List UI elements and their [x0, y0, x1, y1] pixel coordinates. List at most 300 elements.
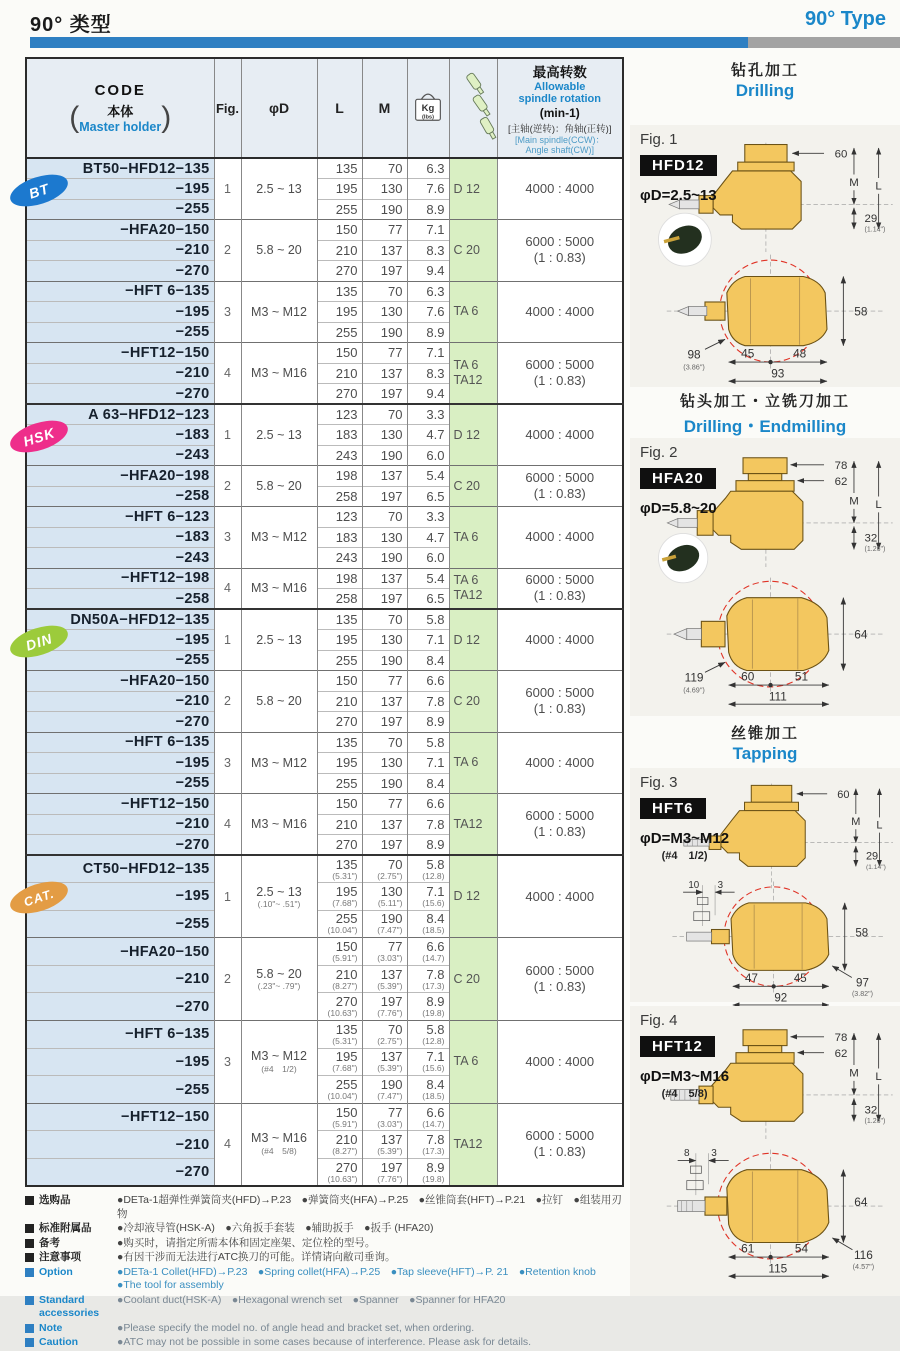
- range-label: [640, 187, 717, 204]
- M-cell: 137: [362, 691, 407, 712]
- svg-text:(1.14"): (1.14"): [865, 863, 886, 871]
- kg-cell: 7.6: [407, 302, 449, 323]
- L-cell: 270 (10.63"): [317, 993, 362, 1021]
- M-cell: 190: [362, 199, 407, 220]
- code-cell: −258: [26, 486, 214, 507]
- range-label: [640, 1068, 729, 1101]
- code-cell: −270: [26, 384, 214, 405]
- spec-table: [25, 57, 624, 1187]
- L-cell: 243: [317, 548, 362, 569]
- inch-sub: (10.04"): [327, 1091, 358, 1102]
- header-bar-accent: [30, 37, 748, 48]
- note-label-text: Note: [39, 1321, 63, 1334]
- M-cell: 70: [362, 732, 407, 753]
- code-cell: −270: [26, 261, 214, 282]
- M-cell: 190: [362, 650, 407, 671]
- code-cell: −255: [26, 199, 214, 220]
- note-row: [25, 1266, 625, 1293]
- inch-sub: (15.6): [422, 1063, 445, 1074]
- range-text: φD=5.8~20: [640, 500, 717, 517]
- collet-line: TA12: [453, 816, 483, 831]
- svg-text:(lbs): (lbs): [421, 113, 435, 120]
- collet-cell: [449, 671, 497, 733]
- L-cell: 150: [317, 671, 362, 692]
- kg-cell: 3.3: [407, 507, 449, 528]
- code-cell: −210: [26, 363, 214, 384]
- kg-cell: 5.8: [407, 732, 449, 753]
- model-badge: HFT6: [640, 798, 706, 819]
- M-cell: 197: [362, 261, 407, 282]
- collet-line: C 20: [453, 242, 480, 257]
- code-cell: −183: [26, 425, 214, 446]
- collet-cell: [449, 507, 497, 569]
- kg-cell: 8.9: [407, 199, 449, 220]
- rot-en2: spindle rotation: [518, 93, 601, 105]
- rotation-line: 6000 : 5000: [525, 234, 595, 250]
- L-cell: 255: [317, 773, 362, 794]
- svg-text:51: 51: [794, 669, 809, 684]
- table-row: [26, 404, 623, 425]
- fig-cell: 4: [214, 1103, 241, 1186]
- fig-cell: 2: [214, 671, 241, 733]
- M-cell: 70: [362, 609, 407, 630]
- L-cell: 255 (10.04"): [317, 910, 362, 938]
- L-cell: 195 (7.68"): [317, 883, 362, 911]
- inch-sub: (7.47"): [377, 1091, 403, 1102]
- L-cell: 210: [317, 240, 362, 261]
- svg-text:L: L: [875, 1070, 882, 1083]
- L-cell: 135: [317, 158, 362, 179]
- L-cell: 270: [317, 384, 362, 405]
- svg-text:L: L: [875, 498, 882, 511]
- note-text: ●Coolant duct(HSK-A) ●Hexagonal wrench set ●Spanner ●Spanner for HFA20: [117, 1293, 506, 1306]
- figure-label: Fig. 1: [640, 131, 678, 148]
- rotation-line: 6000 : 5000: [525, 470, 595, 485]
- fig-cell: 3: [214, 281, 241, 343]
- kg-cell: 9.4: [407, 261, 449, 282]
- code-cell: −HFT 6−135: [26, 732, 214, 753]
- code-cell: DN50A−HFD12−135: [26, 609, 214, 630]
- svg-text:48: 48: [793, 346, 807, 361]
- note-row: [25, 1322, 625, 1336]
- rotation-cell: [497, 855, 623, 938]
- kg-cell: 8.3: [407, 240, 449, 261]
- code-title: CODE: [94, 82, 146, 99]
- code-cell: −195: [26, 883, 214, 911]
- M-cell: 197: [362, 712, 407, 733]
- rotation-line: 4000 : 4000: [525, 754, 595, 770]
- M-cell: 137: [362, 814, 407, 835]
- range-text: φD=M3~M12: [640, 830, 730, 847]
- M-cell: 197: [362, 589, 407, 610]
- rot-note-en2: Angle shaft(CW)]: [525, 145, 595, 155]
- collet-icons: [453, 68, 493, 144]
- note-label-text: 注意事项: [39, 1251, 81, 1263]
- svg-text:92: 92: [774, 992, 788, 1005]
- code-header: [28, 82, 213, 134]
- table-row: [26, 281, 623, 302]
- phiD-sub: (.10"~ .51"): [257, 898, 301, 909]
- fig-cell: 3: [214, 732, 241, 794]
- phiD-cell: 5.8 ~ 20: [241, 220, 317, 282]
- svg-text:97: 97: [856, 977, 869, 990]
- fig-cell: 2: [214, 466, 241, 507]
- code-cell: −HFT12−198: [26, 568, 214, 589]
- M-cell: 197: [362, 384, 407, 405]
- inch-sub: (19.8): [422, 1173, 445, 1184]
- collet-line: C 20: [453, 971, 480, 986]
- fig-cell: 1: [214, 609, 241, 671]
- phiD-sub: (#4 1/2): [261, 1063, 297, 1074]
- L-cell: 195: [317, 753, 362, 774]
- svg-text:98: 98: [687, 347, 701, 362]
- table-row: [26, 855, 623, 883]
- table-body: [26, 158, 623, 1186]
- fig-cell: 4: [214, 794, 241, 856]
- note-row: [25, 1336, 625, 1350]
- title-drilling-en: Drilling: [735, 81, 795, 100]
- svg-text:(1.26"): (1.26"): [864, 546, 886, 554]
- figure-section-title: [630, 390, 900, 437]
- rotation-cell: [497, 1103, 623, 1186]
- kg-cell: 6.5: [407, 589, 449, 610]
- kg-cell: 7.1 (15.6): [407, 883, 449, 911]
- inch-sub: (10.63"): [327, 1008, 358, 1019]
- inch-sub: (3.03"): [377, 953, 403, 964]
- phiD-cell: M3 ~ M12: [241, 507, 317, 569]
- code-cell: −243: [26, 548, 214, 569]
- kg-cell: 7.8 (17.3): [407, 965, 449, 993]
- collet-line: D 12: [453, 181, 480, 196]
- svg-text:M: M: [849, 176, 859, 189]
- inch-sub: (7.68"): [332, 1063, 358, 1074]
- phiD-cell: M3 ~ M12: [241, 281, 317, 343]
- code-cell: −210: [26, 691, 214, 712]
- code-en: Master holder: [79, 120, 162, 134]
- collet-line: TA 6: [453, 1054, 479, 1069]
- phiD-cell: M3 ~ M16: [241, 568, 317, 609]
- rot-unit: (min-1): [539, 106, 580, 120]
- inch-sub: (5.91"): [332, 953, 358, 964]
- rotation-cell: [497, 568, 623, 609]
- L-cell: 195 (7.68"): [317, 1048, 362, 1076]
- inch-sub: (8.27"): [332, 1146, 358, 1157]
- title-tapping-zh: 丝锥加工: [730, 725, 799, 742]
- header-L: L: [317, 58, 362, 158]
- note-label: [25, 1294, 117, 1321]
- title-tapping-en: Tapping: [732, 744, 798, 763]
- code-cell: −243: [26, 445, 214, 466]
- fig-cell: 2: [214, 220, 241, 282]
- code-cell: −HFA20−150: [26, 671, 214, 692]
- L-cell: 210 (8.27"): [317, 965, 362, 993]
- kg-cell: 6.5: [407, 486, 449, 507]
- header-row: [26, 58, 623, 158]
- code-cell: −HFA20−198: [26, 466, 214, 487]
- kg-cell: 6.6: [407, 794, 449, 815]
- header-collets: [449, 58, 497, 158]
- collet-line: TA 6: [453, 529, 479, 544]
- svg-text:111: 111: [768, 689, 787, 704]
- range-label: [640, 830, 729, 863]
- title-endmilling-zh: 钻头加工・立铣刀加工: [679, 393, 850, 410]
- M-cell: 130: [362, 527, 407, 548]
- kg-cell: 5.8 (12.8): [407, 1021, 449, 1049]
- note-label-text: 标准附属品: [39, 1222, 92, 1234]
- rotation-cell: [497, 938, 623, 1021]
- paren-open: (: [69, 100, 80, 134]
- kg-cell: 6.3: [407, 281, 449, 302]
- figure-card-3: [630, 768, 900, 1005]
- kg-cell: 7.8: [407, 814, 449, 835]
- inch-sub: (5.39"): [377, 1146, 403, 1157]
- kg-cell: 4.7: [407, 527, 449, 548]
- collet-line: TA12: [453, 373, 483, 387]
- svg-text:3: 3: [717, 879, 724, 891]
- rot-note-en1: [Main spindle(CCW)：: [514, 135, 605, 145]
- code-cell: −270: [26, 712, 214, 733]
- collet-cell: [449, 1103, 497, 1186]
- code-cell: −HFT12−150: [26, 1103, 214, 1131]
- phiD-cell: M3 ~ M16: [241, 343, 317, 405]
- rotation-line: (1 : 0.83): [533, 701, 586, 717]
- inch-sub: (19.8): [422, 1008, 445, 1019]
- svg-text:78: 78: [834, 460, 848, 473]
- kg-cell: 7.8 (17.3): [407, 1131, 449, 1159]
- svg-text:78: 78: [834, 1032, 848, 1045]
- figure-label: Fig. 2: [640, 444, 678, 461]
- collet-line: TA 6: [453, 755, 479, 770]
- collet-cell: [449, 1021, 497, 1104]
- L-cell: 135 (5.31"): [317, 1021, 362, 1049]
- table-row: [26, 671, 623, 692]
- note-marker-square: [25, 1239, 34, 1248]
- code-sub: [79, 101, 161, 134]
- series-badge-hsk: HSK: [6, 414, 71, 458]
- rotation-line: 4000 : 4000: [525, 529, 595, 545]
- note-row: [25, 1251, 625, 1265]
- svg-text:M: M: [849, 1067, 859, 1080]
- rotation-line: 6000 : 5000: [525, 1128, 595, 1144]
- table-row: [26, 732, 623, 753]
- kg-cell: 8.9: [407, 712, 449, 733]
- note-marker-square: [25, 1268, 34, 1277]
- inch-sub: (5.91"): [332, 1118, 358, 1129]
- inch-sub: (18.5): [422, 1091, 445, 1102]
- fig-cell: 3: [214, 1021, 241, 1104]
- rot-en1: Allowable: [534, 81, 586, 93]
- svg-text:45: 45: [793, 972, 807, 985]
- note-marker-square: [25, 1196, 34, 1205]
- svg-text:M: M: [849, 495, 859, 508]
- svg-text:61: 61: [741, 1241, 755, 1256]
- note-label: [25, 1266, 117, 1293]
- inch-sub: (5.31"): [332, 870, 358, 881]
- L-cell: 183: [317, 425, 362, 446]
- note-text: ●冷却液导管(HSK-A) ●六角扳手套装 ●辅助扳手 ●扳手 (HFA20): [117, 1222, 434, 1234]
- note-row: [25, 1294, 625, 1321]
- inch-sub: (7.76"): [377, 1008, 403, 1019]
- M-cell: 190 (7.47"): [362, 1076, 407, 1104]
- svg-text:(3.86"): (3.86"): [683, 362, 705, 372]
- rotation-header: [499, 61, 622, 155]
- collet-line: TA12: [453, 588, 483, 603]
- page-title-en: 90° Type: [805, 8, 886, 30]
- note-marker-square: [25, 1253, 34, 1262]
- bottom-view-drawing: [660, 878, 898, 1011]
- collet-cell: [449, 794, 497, 856]
- kg-cell: 7.6: [407, 179, 449, 200]
- fig-cell: 1: [214, 404, 241, 466]
- kg-cell: 7.1: [407, 753, 449, 774]
- M-cell: 130: [362, 753, 407, 774]
- rotation-line: 6000 : 5000: [525, 963, 595, 979]
- note-label: [25, 1322, 117, 1336]
- title-drilling-zh: 钻孔加工: [730, 62, 799, 79]
- code-cell: CT50−HFD12−135: [26, 855, 214, 883]
- rotation-line: (1 : 0.83): [533, 373, 586, 388]
- L-cell: 255: [317, 650, 362, 671]
- L-cell: 135: [317, 609, 362, 630]
- M-cell: 197: [362, 486, 407, 507]
- code-cell: −210: [26, 814, 214, 835]
- inch-sub: (18.5): [422, 925, 445, 936]
- inch-sub: (10.04"): [327, 925, 358, 936]
- kg-cell: 8.3: [407, 363, 449, 384]
- rotation-line: (1 : 0.83): [533, 1144, 586, 1160]
- M-cell: 197 (7.76"): [362, 993, 407, 1021]
- M-cell: 190: [362, 548, 407, 569]
- phiD-cell: M3 ~ M12 (#4 1/2): [241, 1021, 317, 1104]
- note-text: ●购买时，请指定所需本体和固定座架、定位栓的型号。: [117, 1236, 376, 1249]
- code-cell: −195: [26, 302, 214, 323]
- kg-cell: 8.9: [407, 322, 449, 343]
- M-cell: 70 (2.75"): [362, 1021, 407, 1049]
- header-code: [26, 58, 214, 158]
- collet-line: TA 6: [453, 573, 479, 588]
- note-row: [25, 1237, 625, 1251]
- M-cell: 70: [362, 281, 407, 302]
- collet-cell: [449, 855, 497, 938]
- footnotes: [25, 1194, 625, 1351]
- note-row: [25, 1194, 625, 1221]
- figure-card-1: [630, 125, 900, 387]
- inch-sub: (17.3): [422, 1146, 445, 1157]
- phiD-cell: 5.8 ~ 20: [241, 466, 317, 507]
- kg-cell: 7.1: [407, 220, 449, 241]
- paren-close: ): [161, 100, 172, 134]
- table-row: [26, 507, 623, 528]
- kg-cell: 8.9: [407, 835, 449, 856]
- table-row: [26, 794, 623, 815]
- inch-sub: (12.8): [422, 1035, 445, 1046]
- L-cell: 210 (8.27"): [317, 1131, 362, 1159]
- rotation-cell: [497, 671, 623, 733]
- phiD-cell: 5.8 ~ 20: [241, 671, 317, 733]
- note-label: [25, 1222, 117, 1236]
- figure-label: Fig. 4: [640, 1012, 678, 1029]
- kg-cell: 5.8: [407, 609, 449, 630]
- L-cell: 123: [317, 404, 362, 425]
- range-subtext: (#4 5/8): [661, 1088, 708, 1100]
- collet-cell: [449, 281, 497, 343]
- M-cell: 190: [362, 322, 407, 343]
- svg-text:62: 62: [834, 476, 848, 489]
- note-label-text: Standard accessories: [39, 1293, 100, 1319]
- note-label: [25, 1237, 117, 1251]
- collet-line: C 20: [453, 693, 480, 708]
- M-cell: 77: [362, 220, 407, 241]
- phiD-cell: 5.8 ~ 20 (.23"~ .79"): [241, 938, 317, 1021]
- svg-text:54: 54: [794, 1241, 809, 1256]
- M-cell: 190: [362, 773, 407, 794]
- code-cell: −270: [26, 835, 214, 856]
- svg-text:32: 32: [864, 1104, 878, 1117]
- code-cell: −HFA20−150: [26, 220, 214, 241]
- note-text: ●ATC may not be possible in some cases because of interference. Please ask for details.: [117, 1336, 532, 1348]
- svg-text:60: 60: [741, 669, 755, 684]
- model-badge: HFD12: [640, 155, 717, 176]
- series-badge-cat: CAT.: [6, 875, 71, 919]
- note-label-text: 选购品: [39, 1194, 71, 1206]
- svg-text:32: 32: [864, 532, 878, 545]
- bottom-view-drawing: [654, 251, 898, 388]
- kg-cell: 6.3: [407, 158, 449, 179]
- bottom-view-drawing: [654, 574, 898, 711]
- svg-text:115: 115: [768, 1261, 788, 1276]
- svg-text:62: 62: [834, 1048, 848, 1061]
- header-bar: [30, 37, 900, 48]
- note-text: ●DETa-1超弹性弹簧筒夹(HFD)→P.23 ●弹簧筒夹(HFA)→P.25 ●丝锥筒套(HFT)→P.21 ●拉钉 ●组装用刃物: [117, 1194, 622, 1220]
- L-cell: 270: [317, 261, 362, 282]
- M-cell: 137 (5.39"): [362, 1131, 407, 1159]
- collet-cell: [449, 938, 497, 1021]
- header-rotation: [497, 58, 623, 158]
- spec-table-wrap: [21, 57, 625, 1187]
- code-cell: −255: [26, 773, 214, 794]
- M-cell: 197: [362, 835, 407, 856]
- collet-line: TA 6: [453, 304, 479, 319]
- note-text: ●DETa-1 Collet(HFD)→P.23 ●Spring collet(HFA)→P.25 ●Tap sleeve(HFT)→P. 21 ●Retention knob ●The tool for assembly: [117, 1265, 607, 1291]
- code-cell: −HFT12−150: [26, 794, 214, 815]
- collet-line: C 20: [453, 478, 480, 493]
- L-cell: 255: [317, 199, 362, 220]
- code-cell: −195: [26, 630, 214, 651]
- rotation-cell: [497, 732, 623, 794]
- code-cell: −255: [26, 1076, 214, 1104]
- L-cell: 150 (5.91"): [317, 1103, 362, 1131]
- rot-note-zh: [主轴(逆转)：角轴(正转)]: [508, 124, 612, 135]
- note-label-text: Option: [39, 1265, 73, 1278]
- L-cell: 210: [317, 814, 362, 835]
- L-cell: 198: [317, 568, 362, 589]
- code-cell: −HFT 6−123: [26, 507, 214, 528]
- collet-cell: [449, 568, 497, 609]
- rotation-line: (1 : 0.83): [533, 824, 586, 839]
- fig-cell: 1: [214, 855, 241, 938]
- note-row: [25, 1222, 625, 1236]
- kg-cell: 5.4: [407, 568, 449, 589]
- code-cell: −270: [26, 1159, 214, 1187]
- code-cell: −183: [26, 527, 214, 548]
- code-cell: −255: [26, 322, 214, 343]
- rotation-line: 6000 : 5000: [525, 572, 595, 588]
- rotation-cell: [497, 466, 623, 507]
- L-cell: 150: [317, 794, 362, 815]
- L-cell: 210: [317, 691, 362, 712]
- collet-cell: [449, 343, 497, 405]
- svg-text:3: 3: [711, 1148, 717, 1160]
